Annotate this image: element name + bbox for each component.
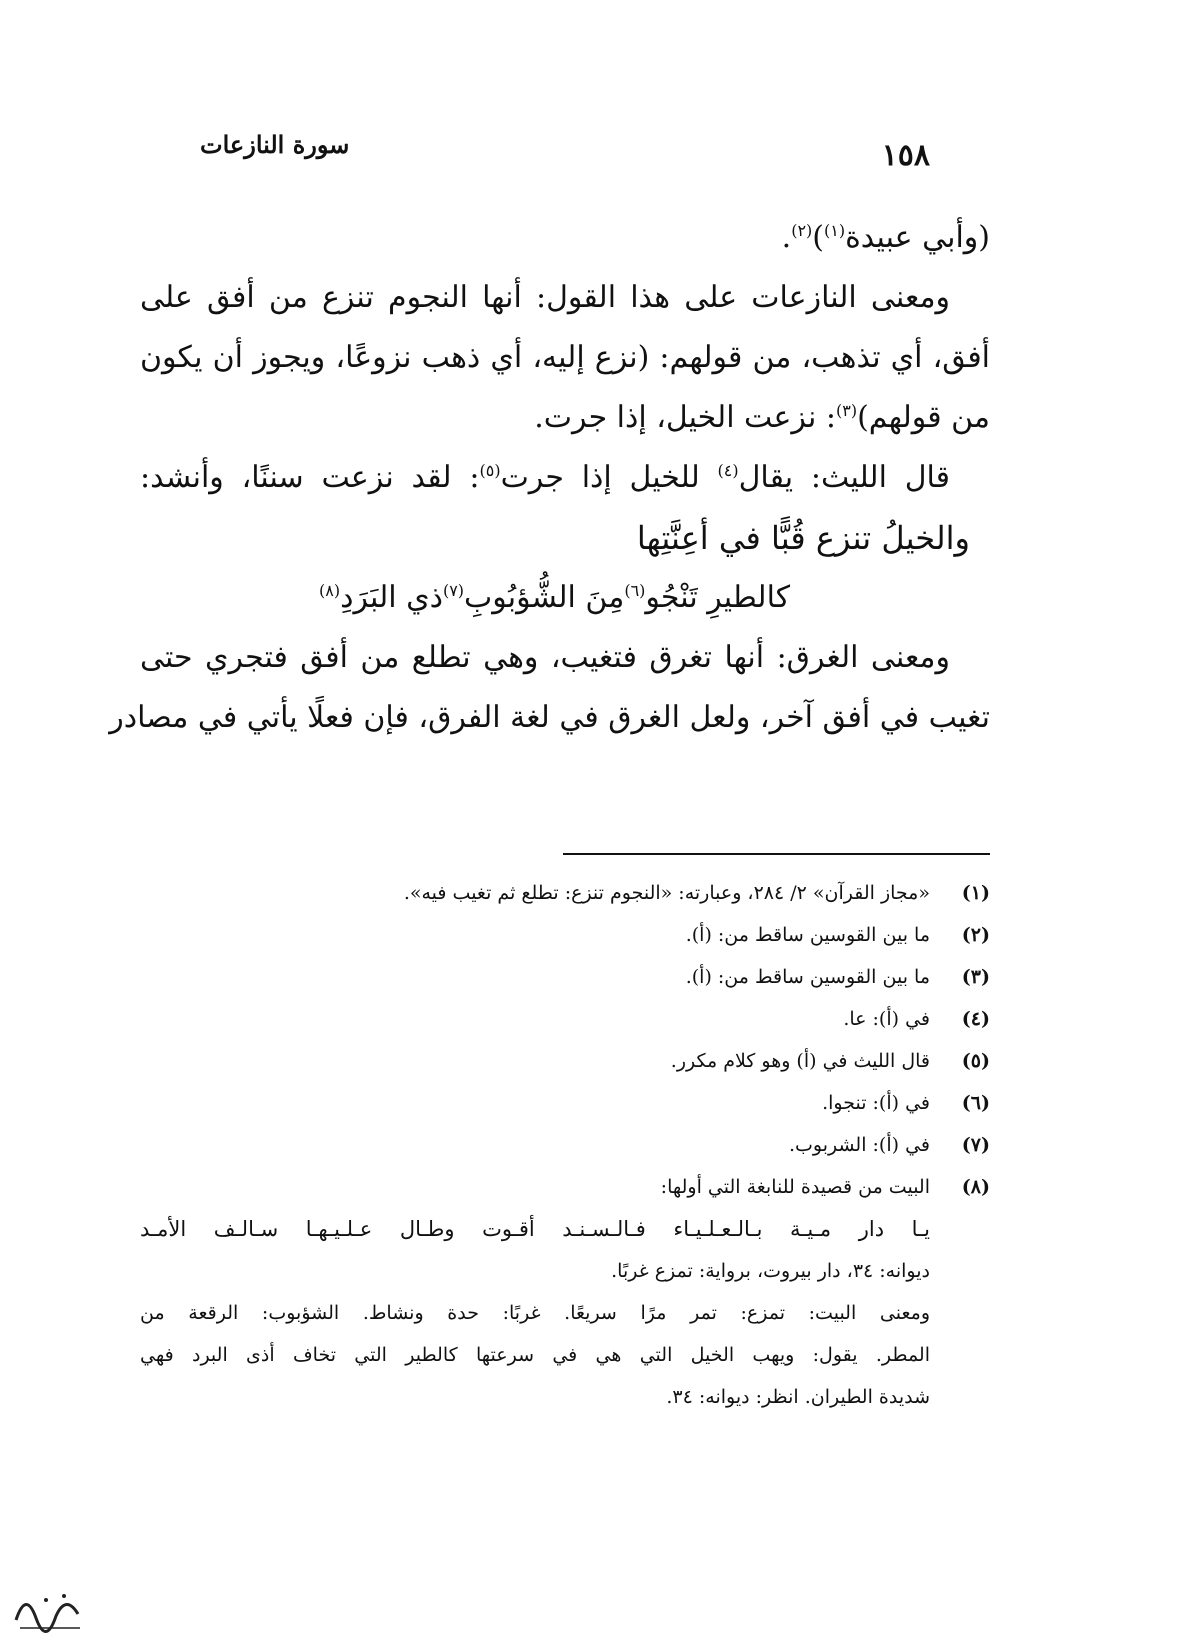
text-line <box>140 448 990 508</box>
text-fragment: : نزعت الخيل، إذا جرت. <box>534 400 836 435</box>
footnote-text: قال الليث في (أ) وهو كلام مكرر. <box>670 1050 930 1072</box>
footnote-divider <box>563 853 990 855</box>
note-ref: (٨) <box>319 581 341 600</box>
footnote <box>140 1124 990 1166</box>
footnote <box>140 1040 990 1082</box>
footnote-meaning-line: شديدة الطيران. انظر: ديوانه: ٣٤. <box>666 1386 930 1408</box>
footnote-meaning-line: ومعنى البيت: تمزع: تمر مرًا سريعًا. غربًا: حدة ونشاط. الشؤبوب: الرقعة من <box>140 1302 930 1324</box>
text-line: (وأبي عبيدة$^{(١)}$)$^{(٢)}$. <box>781 220 990 255</box>
note-ref: (٣) <box>835 401 858 420</box>
page-header <box>200 118 990 173</box>
note-ref: (١) <box>824 221 846 240</box>
footnote-number: (٢) <box>961 924 990 946</box>
page-number: ١٥٨ <box>881 138 930 173</box>
footnote <box>140 914 990 956</box>
footnote-number: (١) <box>961 882 990 904</box>
text-line: أفق، أي تذهب، من قولهم: (نزع إليه، أي ذهب نزوعًا، ويجوز أن يكون <box>140 340 990 375</box>
footnote-text: في (أ): تنجوا. <box>822 1092 930 1114</box>
footnote-text: ما بين القوسين ساقط من: (أ). <box>685 966 930 988</box>
note-ref: (٤) <box>717 461 739 480</box>
main-text <box>109 208 990 748</box>
text-line: ومعنى الغرق: أنها تغرق فتغيب، وهي تطلع من أفق فتجري حتى <box>140 640 950 675</box>
footnote-number: (٣) <box>961 966 990 988</box>
footnote-number: (٧) <box>961 1134 990 1156</box>
surah-title: سورة النازعات <box>200 130 350 159</box>
footnote <box>140 956 990 998</box>
text-fragment: ذي البَرَدِ <box>340 580 443 615</box>
poem-verse-second-hemistich <box>140 568 990 628</box>
note-ref: (٥) <box>479 461 501 480</box>
text-fragment: قال الليث: يقال <box>738 460 950 495</box>
footnote-meaning-line: المطر. يقول: ويهب الخيل التي هي في سرعتها كالطير التي تخاف أذى البرد فهي <box>140 1344 930 1366</box>
text-fragment: مِنَ الشُّؤبُوبِ <box>464 580 625 615</box>
footnote <box>140 998 990 1040</box>
text-fragment: : لقد نزعت سننًا، وأنشد: <box>140 460 480 495</box>
note-ref: (٢) <box>791 221 813 240</box>
footnote-number: (٦) <box>961 1092 990 1114</box>
footnote-text: في (أ): عا. <box>843 1008 930 1030</box>
footnotes <box>140 872 990 1418</box>
text-line: ومعنى النازعات على هذا القول: أنها النجوم تنزع من أفق على <box>140 280 950 315</box>
footnote <box>140 1082 990 1124</box>
footnote <box>140 1166 990 1208</box>
text-fragment: كالطيرِ تَنْجُو <box>645 580 790 615</box>
footnote-diwan-reference: ديوانه: ٣٤، دار بيروت، برواية: تمزع غربًا. <box>611 1260 930 1282</box>
text-fragment: من قولهم <box>868 400 990 435</box>
footnote-text: في (أ): الشربوب. <box>788 1134 930 1156</box>
publisher-logo <box>8 1580 88 1640</box>
footnote-text: البيت من قصيدة للنابغة التي أولها: <box>660 1176 930 1198</box>
footnote-verse: يـا دار مـيـة بـالـعـلـيـاء فـالـسـنـد أقـوت وطـال عـلـيـهـا سـالـف الأمـد <box>140 1217 930 1241</box>
footnote-number: (٤) <box>961 1008 990 1030</box>
footnote-text: ما بين القوسين ساقط من: (أ). <box>685 924 930 946</box>
text-line: تغيب في أفق آخر، ولعل الغرق في لغة الفرق، فإن فعلًا يأتي في مصادر <box>109 700 990 735</box>
footnote-number: (٨) <box>961 1176 990 1198</box>
text-fragment: للخيل إذا جرت <box>500 460 700 495</box>
text-fragment: وأبي عبيدة <box>845 220 979 255</box>
footnote-number: (٥) <box>961 1050 990 1072</box>
footnote <box>140 872 990 914</box>
text-line: من قولهم)$^{(٣)}$: نزعت الخيل، إذا جرت. <box>534 400 990 435</box>
footnote-text: «مجاز القرآن» ٢/ ٢٨٤، وعبارته: «النجوم تنزع: تطلع ثم تغيب فيه». <box>403 882 930 904</box>
note-ref: (٧) <box>442 581 465 600</box>
note-ref: (٦) <box>624 581 646 600</box>
poem-verse-first-hemistich: والخيلُ تنزع قُبًّا في أعِنَّتِها <box>636 519 970 557</box>
